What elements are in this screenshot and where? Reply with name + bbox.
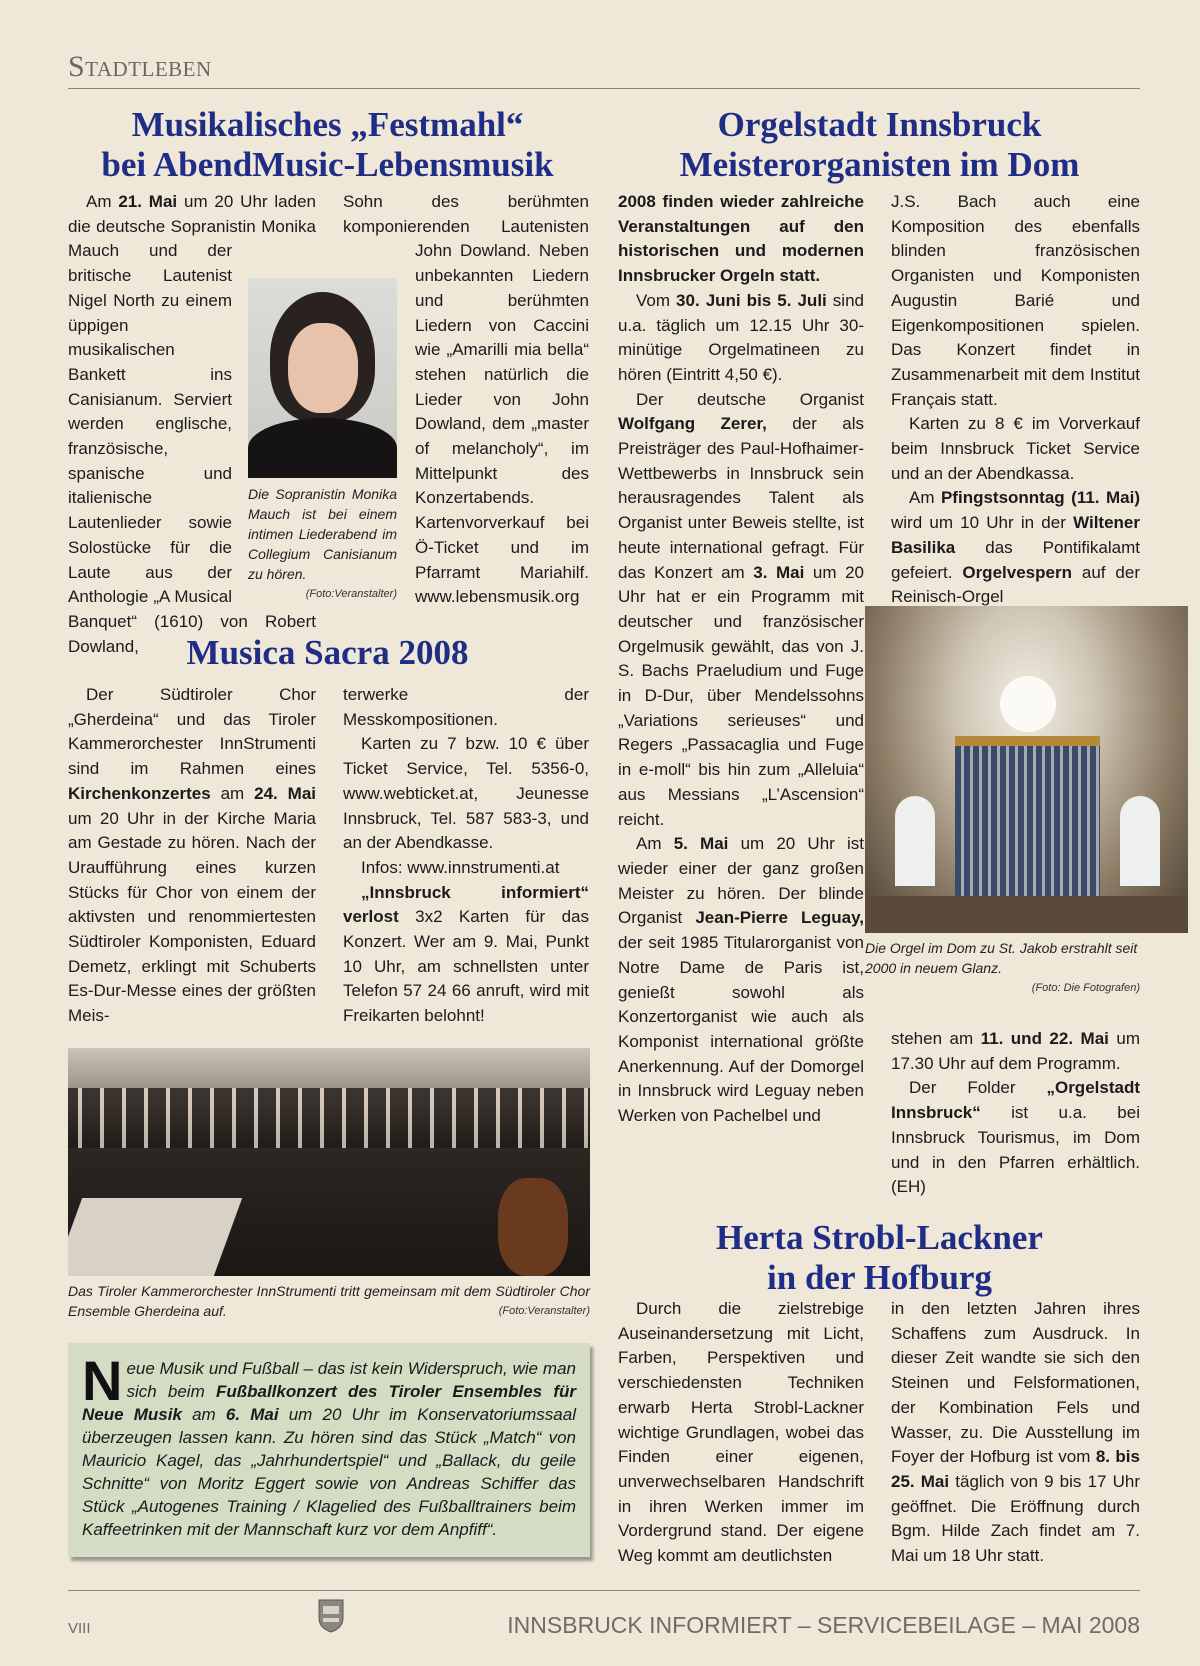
text-run: täglich von 9 bis 17 Uhr geöffnet. Die Eröffnung durch Bgm. Hilde Zach findet am 7. Mai um 18 Uhr statt. [891, 1471, 1140, 1566]
text-run: um 20 Uhr hat er ein Programm mit deutscher und französischer Orgelmusik gewählt, das von J. S. Bachs Praeludium und Fuge in D-Dur, über Mendelssohns „Variations serieuses“ und Regers „Passacaglia und Fuge in e-moll“ bis hin zum „Alleluia“ aus Messians „L’Ascension“ reicht. [618, 562, 864, 829]
text-run: der als Preisträger des Paul-Hofhaimer-Wettbewerbs in Innsbruck sein herausragendes Talent als Organist unter Beweis stellte, ist heute international gefragt. Für das Konzert am [618, 414, 865, 582]
text-run: wird um 10 Uhr in der [891, 513, 1074, 533]
musica-sacra-column-1 [68, 683, 316, 1029]
bold-text: 11. und 22. Mai [980, 1029, 1109, 1048]
musica-sacra-headline: Musica Sacra 2008 [186, 633, 469, 672]
text-run: ist u.a. bei Innsbruck Tourismus, im Dom und in den Pfarren erhältlich. (EH) [891, 1103, 1140, 1197]
paragraph [618, 289, 864, 388]
paragraph [343, 732, 589, 856]
text-run: Am [636, 834, 674, 854]
herta-headline [612, 1218, 1147, 1298]
text-run: 3x2 Karten für das Konzert. Wer am 9. Mai, Punkt 10 Uhr, am schnellsten unter Telefon 57 24 66 anruft, wird mit Freikarten belohnt! [343, 907, 589, 1026]
caption-text: Die Sopranistin Monika Mauch ist bei einem intimen Liederabend im Collegium Canisianum zu hören. [248, 486, 397, 582]
paragraph [891, 1027, 1140, 1076]
bold-text: 3. Mai [753, 562, 805, 582]
paragraph [343, 881, 589, 1029]
fussball-konzert-box [68, 1343, 590, 1557]
choir-orchestra-photo [68, 1048, 590, 1276]
text-run: Der Südtiroler Chor „Gherdeina“ und das Tiroler Kammerorchester InnStrumenti sind im Rahmen eines [68, 685, 316, 779]
section-title: Stadtleben [68, 50, 212, 83]
paragraph [891, 412, 1140, 486]
box-text [82, 1349, 576, 1539]
paragraph [618, 388, 864, 833]
headline-line: Herta Strobl-Lackner [716, 1218, 1043, 1257]
text-run: um 20 Uhr in der Kirche Maria am Gestade zu hören. Nach der Uraufführung eines kurzen Stücks für Chor von einem der aktivsten und renommiertesten Südtiroler Komponisten, Eduard Demetz, erklingt mit Schuberts Es-Dur-Messe eines der größten Meis- [68, 808, 316, 1026]
text-run: um 20 Uhr laden die deutsche Sopranistin Monika Mauch und der britische Lautenist Nigel North zu einem üppigen musikalischen Bankett ins Canisianum. Serviert werden englische, französische, spanische und italienische Lautenlieder sowie Solostücke für die Laute aus der Anthologie „A Musical Banquet“ (1610) von Robert Dowland, [68, 192, 316, 656]
bold-text: 8. bis 25. Mai [891, 1447, 1140, 1491]
text-run: sind u.a. täglich um 12.15 Uhr 30-minütige Orgelmatineen zu hören (Eintritt 4,50 €). [618, 290, 864, 384]
paragraph [343, 856, 589, 881]
bold-text: 24. Mai [254, 783, 316, 803]
bold-text: Wolfgang Zerer, [618, 414, 767, 434]
bold-text: „Orgelstadt Innsbruck“ [891, 1078, 1140, 1123]
paragraph [618, 1297, 864, 1569]
paragraph [891, 1297, 1140, 1569]
text-run: Der Folder [909, 1078, 1047, 1098]
photo-credit: (Foto:Veranstalter) [498, 1305, 590, 1317]
text-run: Sohn des berühmten komponierenden Lautenisten John Dowland. Neben unbekannten Liedern und berühmten Liedern von Caccini wie „Amarilli mia bella“ stehen natürlich die Lieder von John Dowland, dem „master of melancholy“, im Mittelpunkt des Konzertabends. Kartenvorverkauf bei Ö-Ticket und im Pfarramt Mariahilf. www.lebensmusik.org [343, 192, 589, 607]
photo-credit: (Foto: Die Fotografen) [1031, 982, 1140, 994]
orgelstadt-column-1 [618, 190, 864, 1129]
bold-text: „Innsbruck informiert“ verlost [343, 882, 589, 927]
text-run: Infos: www.innstrumenti.at [361, 857, 560, 877]
orgelstadt-column-2-bottom [891, 1027, 1140, 1200]
bold-text: Pfingstsonntag (11. Mai) [940, 488, 1140, 508]
headline-line: bei AbendMusic-Lebensmusik [101, 145, 554, 184]
herta-column-1 [618, 1297, 864, 1569]
text-run: J.S. Bach auch eine Komposition des ebenfalls blinden französischen Organisten und Komponisten Augustin Barié und Eigenkompositionen spielen. Das Konzert findet in Zusammenarbeit mit dem Institut Français statt. [891, 192, 1140, 409]
paragraph [891, 190, 1140, 412]
headline-line: Orgelstadt Innsbruck [717, 105, 1042, 144]
soprano-portrait-photo [248, 278, 397, 478]
text-run: auf der Reinisch-Orgel [891, 562, 1140, 607]
organ-caption [865, 938, 1140, 998]
header-rule [68, 88, 1140, 89]
orgelstadt-headline [612, 105, 1147, 185]
cathedral-organ-photo [865, 606, 1188, 933]
choir-caption [68, 1281, 590, 1321]
paragraph [343, 683, 589, 732]
festmahl-headline [60, 105, 595, 185]
city-crest-icon [317, 1598, 345, 1634]
paragraph [891, 1076, 1140, 1200]
headline-line: Musikalisches „Festmahl“ [131, 105, 524, 144]
bold-text: 30. Juni bis 5. Juli [676, 290, 827, 310]
paragraph [618, 190, 864, 289]
headline-line: in der Hofburg [767, 1258, 992, 1297]
bold-text: 6. Mai [225, 1405, 279, 1424]
footer-rule [68, 1590, 1140, 1591]
bold-text: 2008 finden wieder zahlreiche Veranstaltungen auf den historischen und modernen Innsbrucker Orgeln statt. [618, 192, 864, 286]
text-run: stehen am [891, 1029, 981, 1048]
text-run: am [181, 1405, 226, 1424]
bold-text: Fußballkonzert des Tiroler Ensembles für Neue Musik [82, 1382, 576, 1424]
text-run: Am [909, 488, 941, 508]
paragraph [891, 486, 1140, 610]
text-run: um 20 Uhr ist wieder einer der ganz großen Meister zu hören. Der blinde Organist [618, 834, 865, 928]
text-run: um 20 Uhr im Konservatoriumssaal überzeugen lassen kann. Zu hören sind das Stück „Match“ von Mauricio Kagel, das „Jahrhundertspiel“ und „Ballack, du geile Schnitte“ von Moritz Eggert sowie von Andreas Schiffer das Stück „Autogenes Training / Klagelied des Fußballtrainers beim Kaffeetrinken mit der Mannschaft kurz vor dem Anpfiff“. [82, 1405, 576, 1539]
herta-column-2 [891, 1297, 1140, 1569]
bold-text: 5. Mai [673, 834, 729, 854]
text-run: am [210, 783, 255, 803]
musica-sacra-column-2 [343, 683, 589, 1029]
text-run: Durch die zielstrebige Auseinandersetzung mit Licht, Farben, Perspektiven und verschiedensten Techniken erwarb Herta Strobl-Lackner wichtige Grundlagen, wobei das Finden einer eigenen, unverwechselbaren Handschrift in ihren Werken immer im Vordergrund stand. Der eigene Weg kommt am deutlichsten [618, 1299, 864, 1566]
text-run: Karten zu 7 bzw. 10 € über Ticket Service, Tel. 5356-0, www.webticket.at, Jeunesse Innsbruck, Tel. 587 583-3, und an der Abendkasse. [343, 734, 589, 853]
bold-text: Jean-Pierre Leguay, [695, 908, 864, 928]
portrait-caption [248, 484, 397, 604]
caption-text: Die Orgel im Dom zu St. Jakob erstrahlt seit 2000 in neuem Glanz. [865, 940, 1138, 976]
headline-line: Meisterorganisten im Dom [679, 145, 1080, 184]
text-run: das Pontifikalamt gefeiert. [891, 537, 1140, 582]
text-run: um 17.30 Uhr auf dem Programm. [891, 1029, 1140, 1073]
publication-footer: INNSBRUCK INFORMIERT – SERVICEBEILAGE – MAI 2008 [507, 1612, 1140, 1638]
text-run: Vom [636, 290, 677, 310]
orgelstadt-column-2-top [891, 190, 1140, 610]
bold-text: 21. Mai [118, 192, 178, 211]
text-run: Der deutsche Organist [636, 389, 864, 409]
photo-credit: (Foto:Veranstalter) [305, 588, 397, 600]
caption-text: Das Tiroler Kammerorchester InnStrumenti tritt gemeinsam mit dem Südtiroler Chor Ensemble Gherdeina auf. [68, 1283, 590, 1319]
bold-text: Orgelvespern [962, 562, 1072, 582]
page-number: VIII [68, 1620, 91, 1637]
text-run: terwerke der Messkompositionen. [343, 685, 589, 729]
bold-text: Kirchenkonzertes [68, 783, 211, 803]
text-run: eue Musik und Fußball – das ist kein Widerspruch, wie man sich beim [126, 1359, 576, 1401]
text-run: der seit 1985 Titularorganist von Notre Dame de Paris ist, genießt sowohl als Konzertorganist wie auch als Komponist international größte Anerkennung. Auf der Domorgel in Innsbruck wird Leguay neben Werken von Pachelbel und [618, 933, 864, 1126]
text-run: Am [86, 192, 119, 211]
bold-text: Wiltener Basilika [891, 513, 1140, 557]
paragraph [618, 832, 864, 1128]
paragraph [68, 683, 316, 1029]
text-run: in den letzten Jahren ihres Schaffens zum Ausdruck. In dieser Zeit wandte sie sich den Steinen und Felsformationen, der Kombination Fels und Wasser, zu. Die Ausstellung im Foyer der Hofburg ist vom [891, 1299, 1140, 1467]
drop-cap: N [82, 1349, 123, 1412]
text-run: Karten zu 8 € im Vorverkauf beim Innsbruck Ticket Service und an der Abendkassa. [891, 414, 1140, 483]
